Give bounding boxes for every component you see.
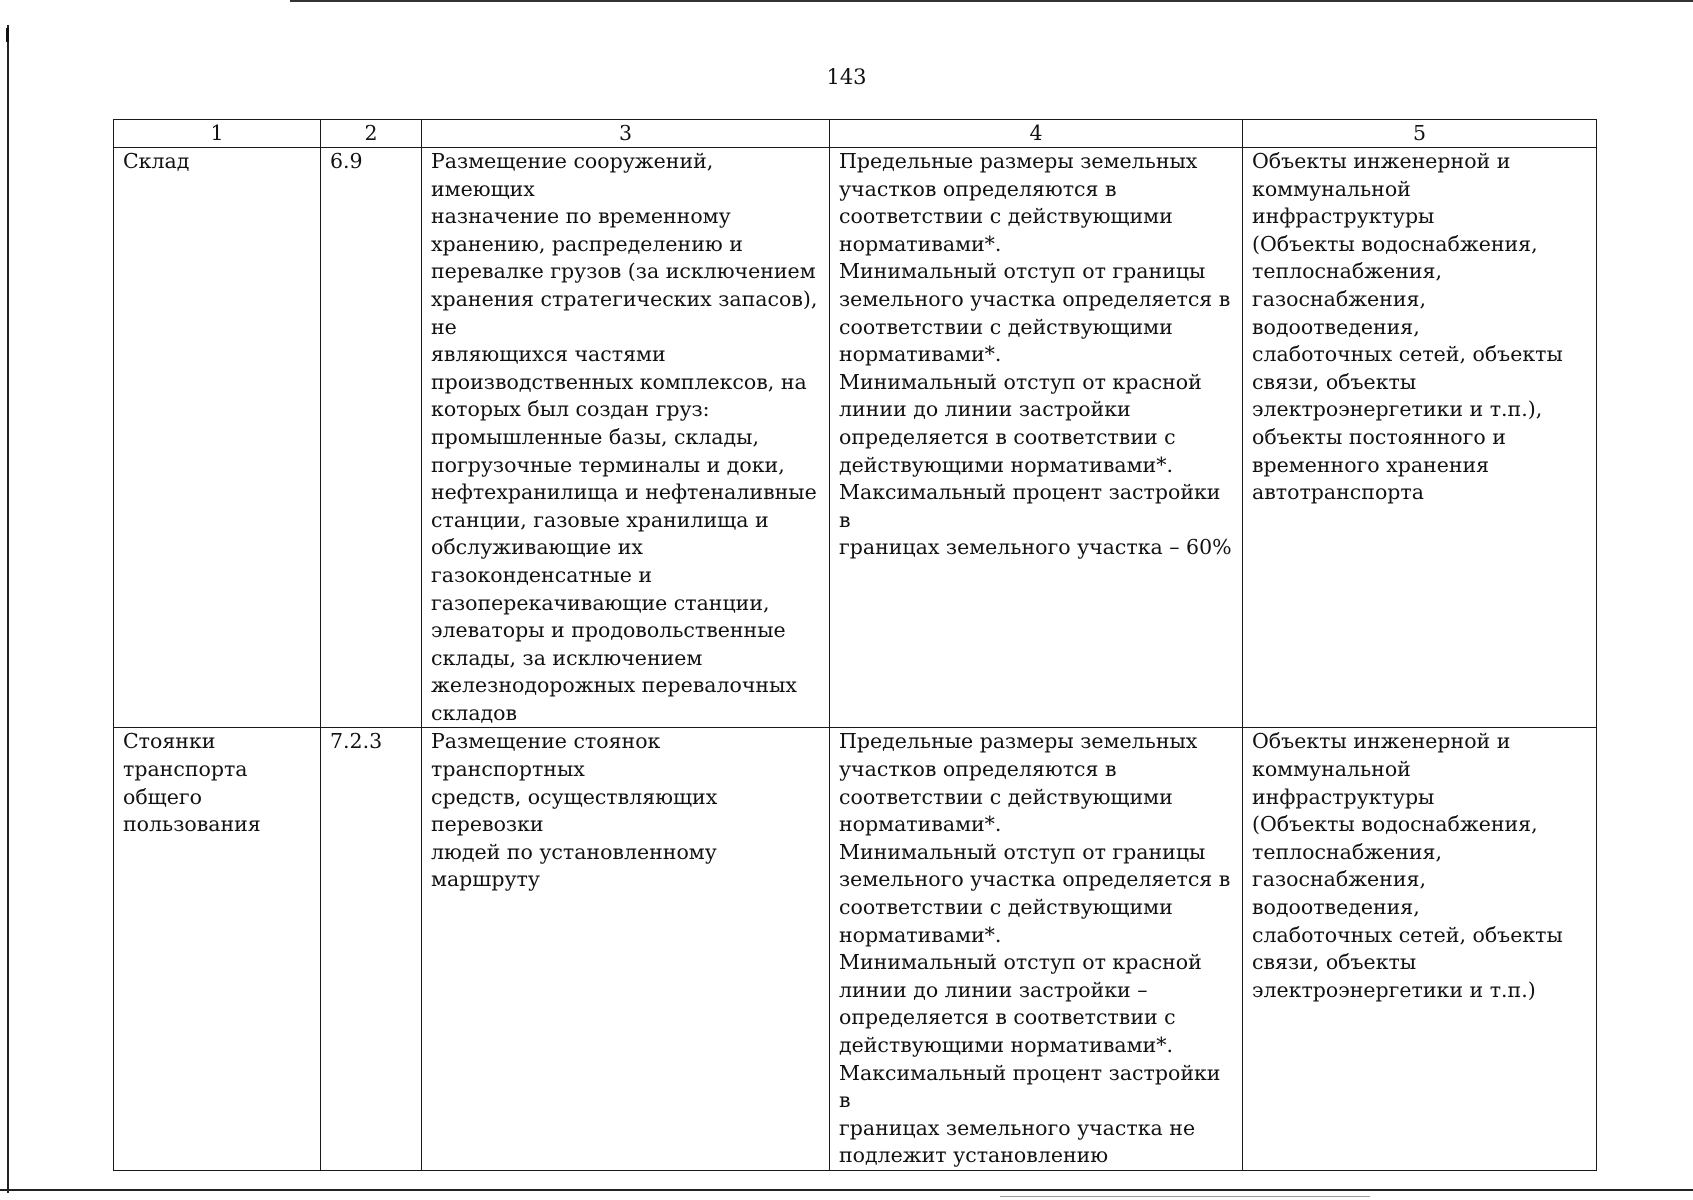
use-type-parameters-text: Предельные размеры земельных участков определяются в соответствии с действующими нормативами*. Минимальный отступ от границы земельного участка определяется в соответствии с действующими нормативами*. Минимальный отступ от красной линии до линии застройки определяется в соответствии с действующими нормативами*. Максимальный процент застройки в границах земельного участка – 60% <box>839 149 1232 560</box>
auxiliary-objects <box>1243 728 1597 1171</box>
use-type-code <box>321 148 422 728</box>
table-header-row <box>114 120 1597 148</box>
auxiliary-objects-text: Объекты инженерной и коммунальной инфраструктуры (Объекты водоснабжения, теплоснабжения, газоснабжения, водоотведения, слаботочных сетей, объекты связи, объекты электроэнергетики и т.п.) <box>1252 729 1563 1002</box>
column-header-3: 3 <box>422 120 830 148</box>
use-type-name-text: Склад <box>123 149 190 173</box>
use-type-code <box>321 728 422 1171</box>
auxiliary-objects-text: Объекты инженерной и коммунальной инфраструктуры (Объекты водоснабжения, теплоснабжения, газоснабжения, водоотведения, слаботочных сетей, объекты связи, объекты электроэнергетики и т.п.), объекты постоянного и временного хранения автотранспорта <box>1252 149 1563 505</box>
scan-edge-top <box>290 0 1693 2</box>
table-row <box>114 148 1597 728</box>
use-type-description <box>422 148 830 728</box>
auxiliary-objects <box>1243 148 1597 728</box>
table-row <box>114 728 1597 1171</box>
use-type-code-text: 6.9 <box>330 149 363 173</box>
use-type-description <box>422 728 830 1171</box>
use-type-parameters <box>830 728 1243 1171</box>
scan-edge-mark <box>6 28 9 42</box>
use-type-description-text: Размещение стоянок транспортных средств, осуществляющих перевозки людей по установленному маршруту <box>431 729 718 892</box>
use-type-parameters-text: Предельные размеры земельных участков определяются в соответствии с действующими нормативами*. Минимальный отступ от границы земельного участка определяется в соответствии с действующими нормативами*. Минимальный отступ от красной линии до линии застройки – определяется в соответствии с действующими нормативами*. Максимальный процент застройки в границах земельного участка не подлежит установлению <box>839 729 1231 1168</box>
column-header-2: 2 <box>321 120 422 148</box>
scan-edge-left <box>7 25 9 1193</box>
use-type-description-text: Размещение сооружений, имеющих назначение по временному хранению, распределению и перевалке грузов (за исключением хранения стратегических запасов), не являющихся частями производственных комплексов, на которых был создан груз: промышленные базы, склады, погрузочные терминалы и доки, нефтехранилища и нефтеналивные станции, газовые хранилища и обслуживающие их газоконденсатные и газоперекачивающие станции, элеваторы и продовольственные склады, за исключением железнодорожных перевалочных складов <box>431 149 818 725</box>
scan-edge-bottom <box>0 1189 1693 1191</box>
use-type-name-text: Стоянки транспорта общего пользования <box>123 729 261 837</box>
column-header-5: 5 <box>1243 120 1597 148</box>
column-header-1: 1 <box>114 120 321 148</box>
scan-edge-bottom-tail <box>1000 1196 1370 1197</box>
use-type-name <box>114 148 321 728</box>
land-use-table <box>113 119 1597 1171</box>
column-header-4: 4 <box>830 120 1243 148</box>
page-number: 143 <box>826 65 867 89</box>
use-type-code-text: 7.2.3 <box>330 729 383 754</box>
use-type-name <box>114 728 321 1171</box>
use-type-parameters <box>830 148 1243 728</box>
